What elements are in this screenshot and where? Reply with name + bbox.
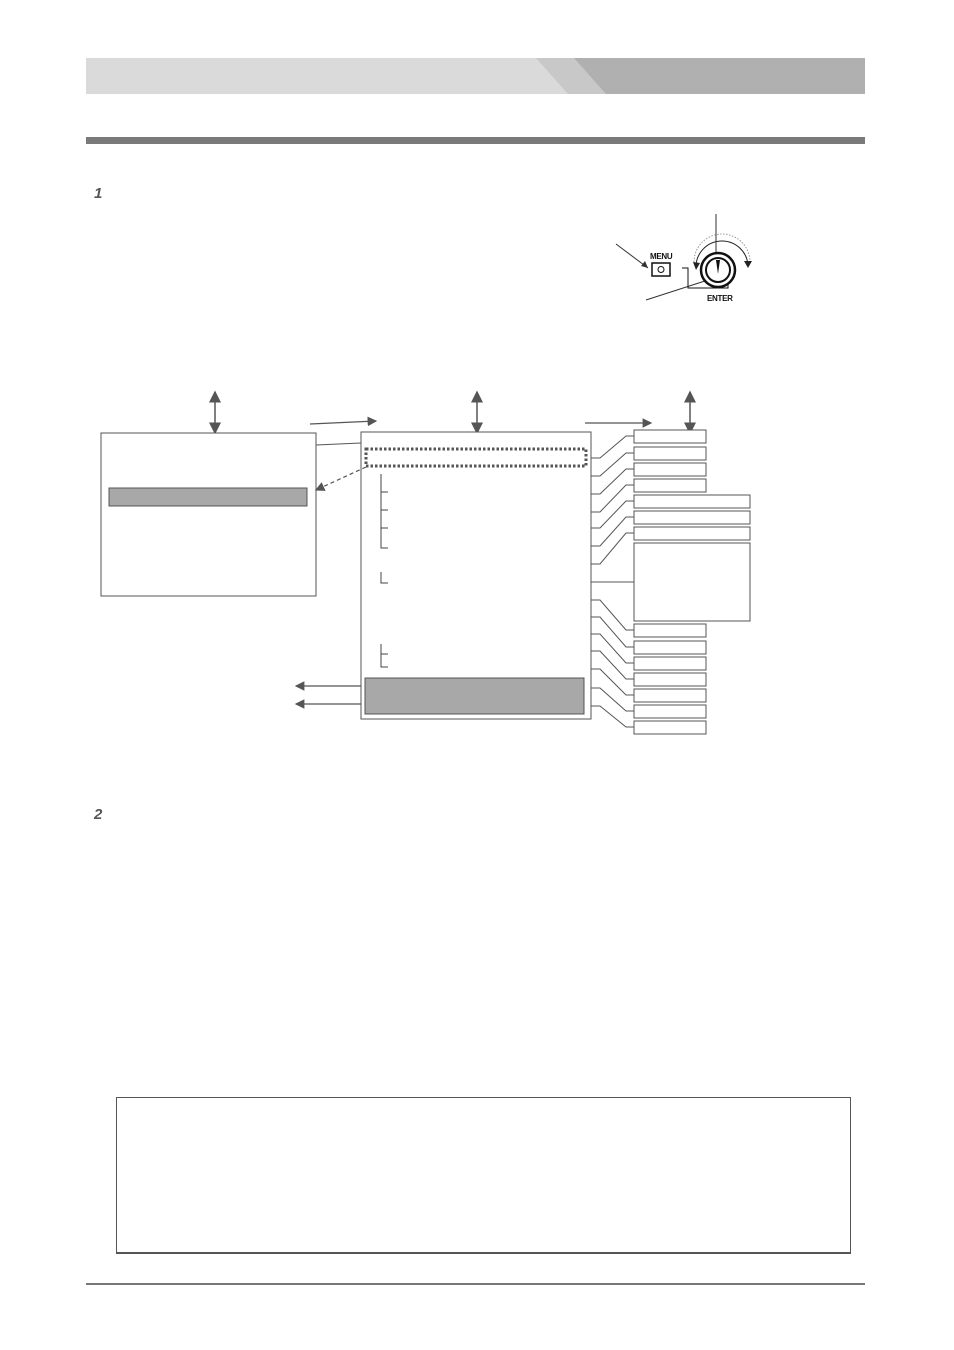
option-connectors <box>591 436 634 727</box>
sub-menu-bottom-highlight <box>365 678 584 714</box>
option-boxes <box>634 430 750 734</box>
sub-menu-panel <box>361 432 591 719</box>
step-number-1: 1 <box>94 185 103 202</box>
footer-rule <box>86 1283 865 1285</box>
top-menu-highlight <box>109 488 307 506</box>
step-number-2: 2 <box>94 806 103 823</box>
menu-button-label: MENU <box>650 252 673 261</box>
top-menu-panel <box>101 433 316 596</box>
enter-dial-label: ENTER <box>707 294 733 303</box>
note-box <box>116 1097 851 1254</box>
